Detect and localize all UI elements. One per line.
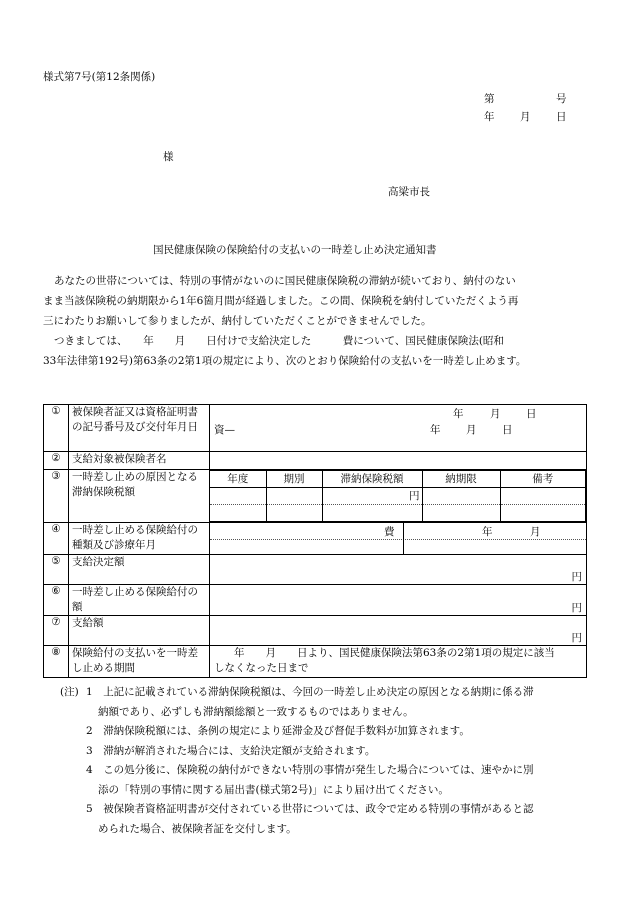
table-row [44,646,587,678]
row1-prefix: 資— [214,424,235,436]
subtable-header: 滞納保険税額 [322,471,422,488]
row3-value [210,470,587,523]
subtable-row [210,505,586,522]
row7-yen: 円 [571,632,582,644]
row1-month2: 月 [466,424,477,436]
table-row [44,555,587,585]
notes-section [60,683,590,839]
note-line: 納額であり、必ずしも滞納額総額と一致するものではありません。 [98,705,414,718]
note-line: 上記に記載されている滞納保険税額は、今回の一時差し止め決定の原因となる納期に係る滞 [103,686,534,698]
row-label: 支給額 [69,616,210,646]
arrears-subtable [210,470,586,522]
row8-line2: しなくなった日まで [214,662,309,674]
row4-month: 月 [530,526,541,538]
table-row [44,616,587,646]
row6-yen: 円 [571,602,582,614]
row-number: ⑤ [44,555,69,585]
subtable-cell [500,488,586,505]
recipient-suffix: 様 [163,151,174,163]
row-label: 一時差し止める保険給付の種類及び診療年月 [69,523,210,555]
paragraph2-line1: つきましては、 年 月 日付けで支給決定した 費について、国民健康保険法(昭和 [54,335,504,347]
subtable-header: 年度 [210,471,266,488]
subtable-cell [322,505,422,522]
table-row [44,452,587,470]
row1-year2: 年 [430,424,441,436]
row4-year: 年 [482,526,493,538]
row1-value [210,405,587,452]
row-number: ① [44,405,69,452]
table-row [44,585,587,616]
row6-value [210,585,587,616]
row4-dotted-line [210,539,586,540]
row-label: 保険給付の支払いを一時差し止める期間 [69,646,210,678]
subtable-cell [266,505,322,522]
row4-divider [403,523,404,554]
row1-day2: 日 [502,424,513,436]
subtable-row [210,488,586,505]
row4-hi: 費 [384,526,395,538]
doc-number-prefix: 第 [484,93,495,105]
subtable-cell [422,505,500,522]
date-month: 月 [520,111,531,123]
table-row [44,523,587,555]
issuer: 高梁市長 [388,186,430,198]
row1-year: 年 [453,408,464,420]
paragraph1-line3: 三にわたりお願いして参りましたが、納付していただくことができませんでした。 [43,315,432,327]
note-number: 4 [86,764,93,776]
note-line: 滞納が解消された場合には、支給決定額が支給されます。 [103,744,376,757]
row-label: 被保険者証又は資格証明書の記号番号及び交付年月日 [69,405,210,452]
note-line: この処分後に、保険税の納付ができない特別の事情が発生した場合については、速やかに別 [103,764,534,776]
notice-table [43,404,587,678]
subtable-cell [266,488,322,505]
row-number: ⑥ [44,585,69,616]
note-item [60,761,590,800]
table-row [44,470,587,523]
subtable-cell [422,488,500,505]
row-number: ⑧ [44,646,69,678]
note-item [60,683,590,722]
subtable-header: 期別 [266,471,322,488]
note-item [60,800,590,839]
row-label: 一時差し止めの原因となる滞納保険税額 [69,470,210,523]
subtable-header-row [210,471,586,488]
doc-number-suffix: 号 [556,93,567,105]
row-number: ⑦ [44,616,69,646]
row-label: 一時差し止める保険給付の額 [69,585,210,616]
row1-month: 月 [490,408,501,420]
row7-value [210,616,587,646]
row-number: ③ [44,470,69,523]
subtable-cell [500,505,586,522]
note-line: 滞納保険税額には、条例の規定により延滞金及び督促手数料が加算されます。 [103,725,470,737]
subtable-cell [210,505,266,522]
row-number: ② [44,452,69,470]
note-number: 1 [86,686,93,698]
note-number: 3 [86,744,93,757]
row8-line1: 年 月 日より、国民健康保険法第63条の2第1項の規定に該当 [234,647,555,659]
note-line: 添の「特別の事情に関する届出書(様式第2号)」により届け出てください。 [98,783,449,796]
note-number: 5 [86,803,93,815]
note-item [60,742,590,762]
note-line: められた場合、被保険者証を交付します。 [98,822,297,835]
subtable-header: 備考 [500,471,586,488]
row-label: 支給決定額 [69,555,210,585]
row1-day: 日 [526,408,537,420]
notes-label: (注) [60,686,79,698]
subtable-cell [210,488,266,505]
row8-value [210,646,587,678]
row2-value [210,452,587,470]
paragraph2-line2: 33年法律第192号)第63条の2第1項の規定により、次のとおり保険給付の支払いを一時差し止めます。 [43,355,527,367]
note-line: 被保険者資格証明書が交付されている世帯については、政令で定める特別の事情があると認 [103,803,534,815]
paragraph1-line1: あなたの世帯については、特別の事情がないのに国民健康保険税の滞納が続いており、納付のない [54,275,516,287]
row5-yen: 円 [571,571,582,583]
table-row [44,405,587,452]
form-number: 様式第7号(第12条関係) [43,71,156,83]
row5-value [210,555,587,585]
date-year: 年 [484,111,495,123]
document-title: 国民健康保険の保険給付の支払いの一時差し止め決定通知書 [153,244,437,256]
arrears-yen: 円 [322,488,422,505]
date-day: 日 [556,111,567,123]
row-number: ④ [44,523,69,555]
body-paragraph [43,271,583,371]
paragraph1-line2: まま当該保険税の納期限から1年6箇月間が経過しました。この間、保険税を納付していただくよう再 [43,295,519,307]
row4-value [210,523,587,555]
note-item [60,722,590,742]
note-number: 2 [86,725,93,737]
subtable-header: 納期限 [422,471,500,488]
row-label: 支給対象被保険者名 [69,452,210,470]
